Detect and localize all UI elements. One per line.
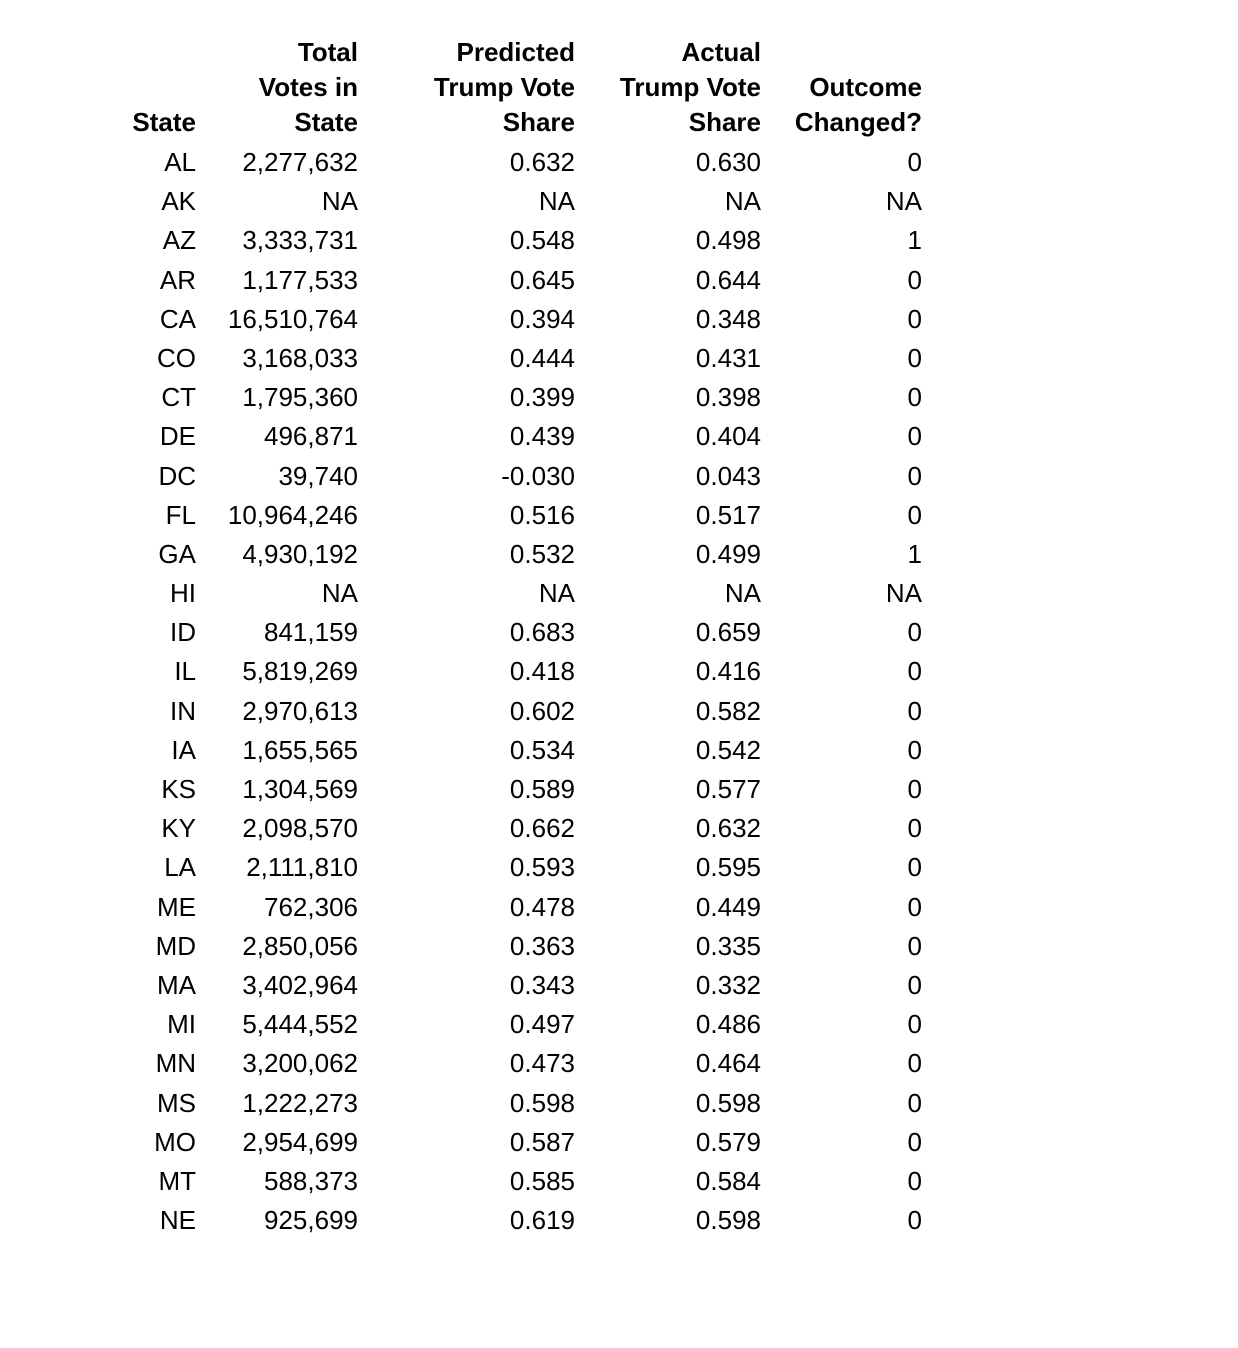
cell-total-votes: 1,304,569	[242, 774, 358, 804]
cell-total-votes: 1,177,533	[242, 264, 358, 295]
table-row	[0, 1005, 1238, 1044]
cell-total-votes: 2,850,056	[242, 930, 358, 961]
cell-actual-share: 0.644	[695, 264, 761, 295]
cell-total-votes: 3,168,033	[242, 342, 358, 373]
cell-outcome-changed: 0	[907, 1205, 922, 1236]
cell-actual-share: 0.348	[695, 303, 761, 334]
cell-total-votes: 5,444,552	[242, 1009, 358, 1040]
cell-predicted-share: 0.473	[509, 1048, 575, 1079]
cell-outcome-changed: 0	[907, 695, 922, 726]
cell-total-votes: 1,795,360	[242, 382, 358, 413]
cell-predicted-share: 0.439	[509, 421, 575, 452]
cell-total-votes: 2,277,632	[242, 147, 358, 177]
table-row	[0, 417, 1238, 456]
cell-state: MS	[157, 1087, 196, 1118]
cell-state: IN	[170, 695, 196, 726]
cell-predicted-share: 0.478	[509, 891, 575, 922]
cell-outcome-changed: 0	[907, 460, 922, 491]
cell-predicted-share: 0.534	[509, 734, 575, 765]
cell-predicted-share: 0.444	[509, 342, 575, 373]
cell-state: NE	[159, 1205, 196, 1236]
cell-state: HI	[170, 578, 196, 609]
cell-outcome-changed: 1	[907, 225, 922, 256]
cell-state: IL	[174, 656, 196, 687]
table-row	[0, 1084, 1238, 1123]
cell-actual-share: 0.577	[695, 774, 761, 804]
table-row	[0, 1162, 1238, 1201]
table-row	[0, 809, 1238, 848]
cell-state: IA	[171, 734, 196, 765]
cell-state: FL	[165, 499, 196, 530]
cell-total-votes: 39,740	[278, 460, 358, 491]
table-body	[0, 143, 1238, 1240]
cell-predicted-share: -0.030	[501, 460, 575, 491]
cell-outcome-changed: 0	[907, 421, 922, 452]
cell-state: ID	[170, 617, 196, 648]
cell-actual-share: 0.043	[695, 460, 761, 491]
cell-predicted-share: 0.589	[509, 774, 575, 804]
cell-predicted-share: 0.532	[509, 538, 575, 569]
cell-state: CA	[159, 303, 196, 334]
cell-total-votes: 16,510,764	[227, 303, 358, 334]
cell-total-votes: 3,402,964	[242, 969, 358, 1000]
table-header	[0, 36, 1238, 144]
cell-predicted-share: 0.602	[509, 695, 575, 726]
cell-outcome-changed: 0	[907, 1087, 922, 1118]
cell-outcome-changed: 0	[907, 1048, 922, 1079]
cell-total-votes: 3,333,731	[242, 225, 358, 256]
cell-actual-share: 0.584	[695, 1165, 761, 1196]
table-row	[0, 221, 1238, 260]
table-row	[0, 300, 1238, 339]
cell-predicted-share: 0.516	[509, 499, 575, 530]
cell-predicted-share: 0.662	[509, 813, 575, 844]
cell-outcome-changed: 0	[907, 382, 922, 413]
header-total-votes: Total Votes in State	[258, 37, 358, 137]
cell-outcome-changed: 0	[907, 891, 922, 922]
cell-outcome-changed: 0	[907, 1126, 922, 1157]
table-row	[0, 966, 1238, 1005]
cell-outcome-changed: NA	[885, 578, 922, 609]
cell-total-votes: 4,930,192	[242, 538, 358, 569]
cell-state: AK	[161, 186, 196, 217]
cell-actual-share: NA	[724, 578, 761, 609]
table-row	[0, 652, 1238, 691]
cell-total-votes: 762,306	[264, 891, 358, 922]
cell-outcome-changed: 0	[907, 342, 922, 373]
cell-outcome-changed: 0	[907, 969, 922, 1000]
cell-predicted-share: 0.619	[509, 1205, 575, 1236]
cell-state: DC	[158, 460, 196, 491]
cell-predicted-share: 0.548	[509, 225, 575, 256]
cell-total-votes: 2,098,570	[242, 813, 358, 844]
cell-predicted-share: 0.598	[509, 1087, 575, 1118]
table-row	[0, 339, 1238, 378]
cell-predicted-share: 0.593	[509, 852, 575, 883]
cell-state: DE	[159, 421, 196, 452]
cell-actual-share: 0.632	[695, 813, 761, 844]
table-row	[0, 888, 1238, 927]
cell-actual-share: 0.464	[695, 1048, 761, 1079]
cell-state: AL	[164, 147, 196, 177]
cell-state: CT	[161, 382, 196, 413]
cell-total-votes: 3,200,062	[242, 1048, 358, 1079]
cell-actual-share: 0.598	[695, 1205, 761, 1236]
cell-state: MA	[157, 969, 196, 1000]
table-row	[0, 731, 1238, 770]
cell-actual-share: 0.498	[695, 225, 761, 256]
cell-state: AR	[159, 264, 196, 295]
cell-actual-share: 0.517	[695, 499, 761, 530]
cell-total-votes: 10,964,246	[227, 499, 358, 530]
table-row	[0, 927, 1238, 966]
table-row	[0, 1044, 1238, 1083]
cell-state: MI	[167, 1009, 196, 1040]
cell-outcome-changed: 0	[907, 264, 922, 295]
cell-actual-share: 0.431	[695, 342, 761, 373]
cell-actual-share: 0.659	[695, 617, 761, 648]
cell-outcome-changed: 0	[907, 852, 922, 883]
cell-actual-share: 0.542	[695, 734, 761, 765]
cell-actual-share: 0.579	[695, 1126, 761, 1157]
cell-outcome-changed: 0	[907, 1165, 922, 1196]
cell-actual-share: 0.404	[695, 421, 761, 452]
table-row	[0, 261, 1238, 300]
cell-state: KS	[161, 774, 196, 804]
cell-actual-share: 0.449	[695, 891, 761, 922]
cell-predicted-share: NA	[538, 578, 575, 609]
cell-actual-share: 0.598	[695, 1087, 761, 1118]
cell-predicted-share: NA	[538, 186, 575, 217]
table-row	[0, 182, 1238, 221]
cell-outcome-changed: 0	[907, 1009, 922, 1040]
cell-outcome-changed: NA	[885, 186, 922, 217]
cell-actual-share: 0.486	[695, 1009, 761, 1040]
cell-total-votes: 5,819,269	[242, 656, 358, 687]
cell-state: LA	[164, 852, 196, 883]
cell-total-votes: 2,111,810	[246, 852, 358, 883]
cell-outcome-changed: 0	[907, 930, 922, 961]
cell-total-votes: 2,970,613	[242, 695, 358, 726]
table-row	[0, 496, 1238, 535]
cell-state: KY	[161, 813, 196, 844]
cell-total-votes: NA	[321, 186, 358, 217]
cell-total-votes: 925,699	[264, 1205, 358, 1236]
cell-actual-share: 0.332	[695, 969, 761, 1000]
cell-actual-share: 0.335	[695, 930, 761, 961]
cell-state: GA	[158, 538, 196, 569]
cell-predicted-share: 0.399	[509, 382, 575, 413]
table-row	[0, 378, 1238, 417]
cell-total-votes: NA	[321, 578, 358, 609]
table-row	[0, 457, 1238, 496]
cell-actual-share: 0.595	[695, 852, 761, 883]
cell-state: AZ	[162, 225, 196, 256]
cell-outcome-changed: 0	[907, 303, 922, 334]
table-row	[0, 613, 1238, 652]
cell-predicted-share: 0.632	[509, 147, 575, 177]
cell-outcome-changed: 0	[907, 617, 922, 648]
cell-actual-share: 0.398	[695, 382, 761, 413]
cell-outcome-changed: 0	[907, 734, 922, 765]
cell-actual-share: NA	[724, 186, 761, 217]
cell-total-votes: 496,871	[264, 421, 358, 452]
cell-outcome-changed: 0	[907, 813, 922, 844]
cell-total-votes: 841,159	[264, 617, 358, 648]
table-row	[0, 1201, 1238, 1240]
cell-predicted-share: 0.343	[509, 969, 575, 1000]
cell-predicted-share: 0.683	[509, 617, 575, 648]
cell-outcome-changed: 0	[907, 656, 922, 687]
header-predicted-share: Predicted Trump Vote Share	[433, 37, 575, 137]
cell-state: MN	[155, 1048, 196, 1079]
table-row	[0, 143, 1238, 182]
table-row	[0, 1123, 1238, 1162]
cell-predicted-share: 0.363	[509, 930, 575, 961]
cell-predicted-share: 0.585	[509, 1165, 575, 1196]
table-row	[0, 692, 1238, 731]
cell-outcome-changed: 0	[907, 774, 922, 804]
cell-predicted-share: 0.497	[509, 1009, 575, 1040]
cell-actual-share: 0.499	[695, 538, 761, 569]
cell-total-votes: 1,222,273	[242, 1087, 358, 1118]
cell-state: MD	[155, 930, 196, 961]
cell-state: MO	[154, 1126, 196, 1157]
header-actual-share: Actual Trump Vote Share	[619, 37, 761, 137]
cell-predicted-share: 0.394	[509, 303, 575, 334]
cell-total-votes: 1,655,565	[242, 734, 358, 765]
header-outcome-changed: Outcome Changed?	[794, 72, 922, 137]
cell-state: ME	[157, 891, 196, 922]
cell-actual-share: 0.630	[695, 147, 761, 177]
cell-total-votes: 588,373	[264, 1165, 358, 1196]
table-row	[0, 535, 1238, 574]
table-row	[0, 574, 1238, 613]
cell-predicted-share: 0.587	[509, 1126, 575, 1157]
cell-state: CO	[157, 342, 196, 373]
table-row	[0, 848, 1238, 887]
cell-state: MT	[158, 1165, 196, 1196]
cell-actual-share: 0.582	[695, 695, 761, 726]
cell-outcome-changed: 1	[907, 538, 922, 569]
table-row	[0, 770, 1238, 809]
cell-actual-share: 0.416	[695, 656, 761, 687]
cell-outcome-changed: 0	[907, 147, 922, 177]
header-state: State	[132, 107, 196, 137]
cell-predicted-share: 0.418	[509, 656, 575, 687]
cell-outcome-changed: 0	[907, 499, 922, 530]
cell-total-votes: 2,954,699	[242, 1126, 358, 1157]
cell-predicted-share: 0.645	[509, 264, 575, 295]
